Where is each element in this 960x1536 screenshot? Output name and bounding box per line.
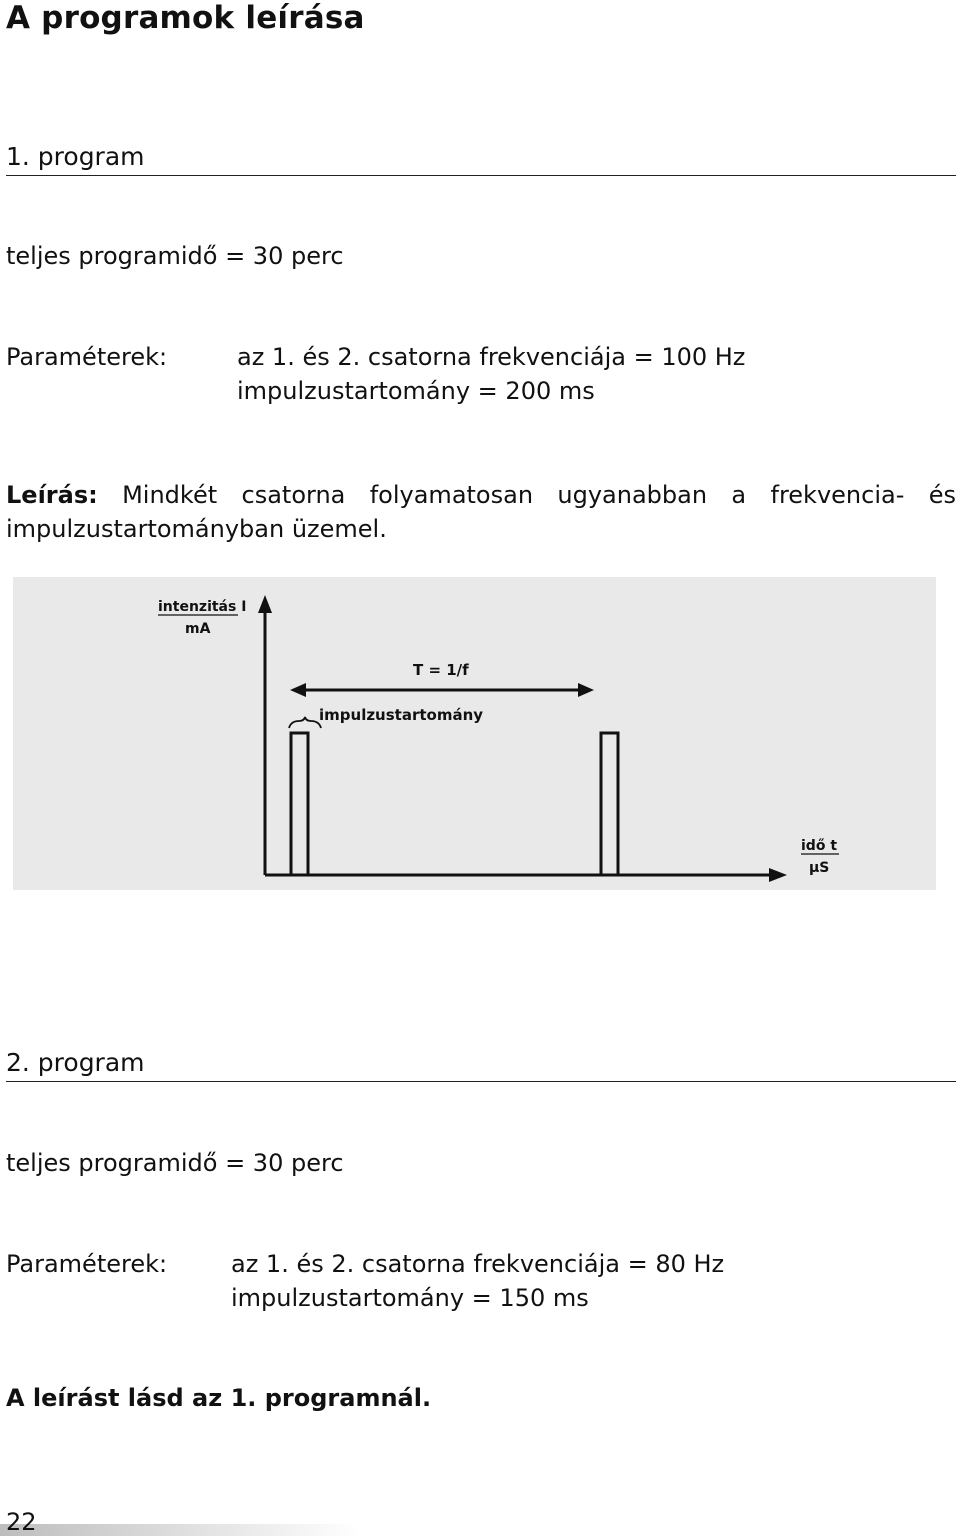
program2-params-label: Paraméterek:: [6, 1250, 168, 1278]
program1-total-time: teljes programidő = 30 perc: [6, 242, 344, 270]
pulse-width-label: impulzustartomány: [319, 706, 484, 724]
program1-heading: 1. program: [6, 142, 145, 171]
x-axis-label-name: idő t: [801, 838, 838, 854]
pulse-width-brace: [289, 717, 321, 728]
program1-params-label: Paraméterek:: [6, 343, 168, 371]
program1-param-frequency: az 1. és 2. csatorna frekvenciája = 100 Hz: [237, 343, 746, 371]
period-arrow-right-head: [578, 683, 594, 697]
program2-note: A leírást lásd az 1. programnál.: [6, 1384, 432, 1412]
program1-description: [6, 478, 956, 546]
pulse-diagram: [13, 577, 936, 890]
pulse-diagram-svg: [13, 577, 936, 890]
program2-divider: [6, 1081, 956, 1082]
program2-param-pulse: impulzustartomány = 150 ms: [231, 1284, 589, 1312]
x-axis-label-unit: µS: [809, 860, 830, 876]
pulse-1: [291, 733, 308, 875]
program1-description-label: Leírás:: [6, 481, 98, 509]
program2-heading: 2. program: [6, 1048, 145, 1077]
page-title: A programok leírása: [6, 0, 365, 36]
program1-description-text: Mindkét csatorna folyamatosan ugyanabban a frekvencia- és impulzustartományban üzemel.: [6, 481, 956, 543]
program2-param-frequency: az 1. és 2. csatorna frekvenciája = 80 Hz: [231, 1250, 725, 1278]
x-axis-arrowhead: [769, 868, 787, 882]
program1-param-pulse: impulzustartomány = 200 ms: [237, 377, 595, 405]
period-arrow-left-head: [290, 683, 306, 697]
period-label: T = 1/f: [413, 661, 469, 679]
y-axis-label-name: intenzitás I: [158, 599, 247, 615]
y-axis-arrowhead: [258, 595, 272, 613]
pulse-2: [601, 733, 618, 875]
program2-total-time: teljes programidő = 30 perc: [6, 1149, 344, 1177]
footer-gradient-bar: [0, 1524, 360, 1536]
page-number: 22: [6, 1508, 37, 1536]
program1-divider: [6, 175, 956, 176]
y-axis-label-unit: mA: [185, 621, 211, 637]
